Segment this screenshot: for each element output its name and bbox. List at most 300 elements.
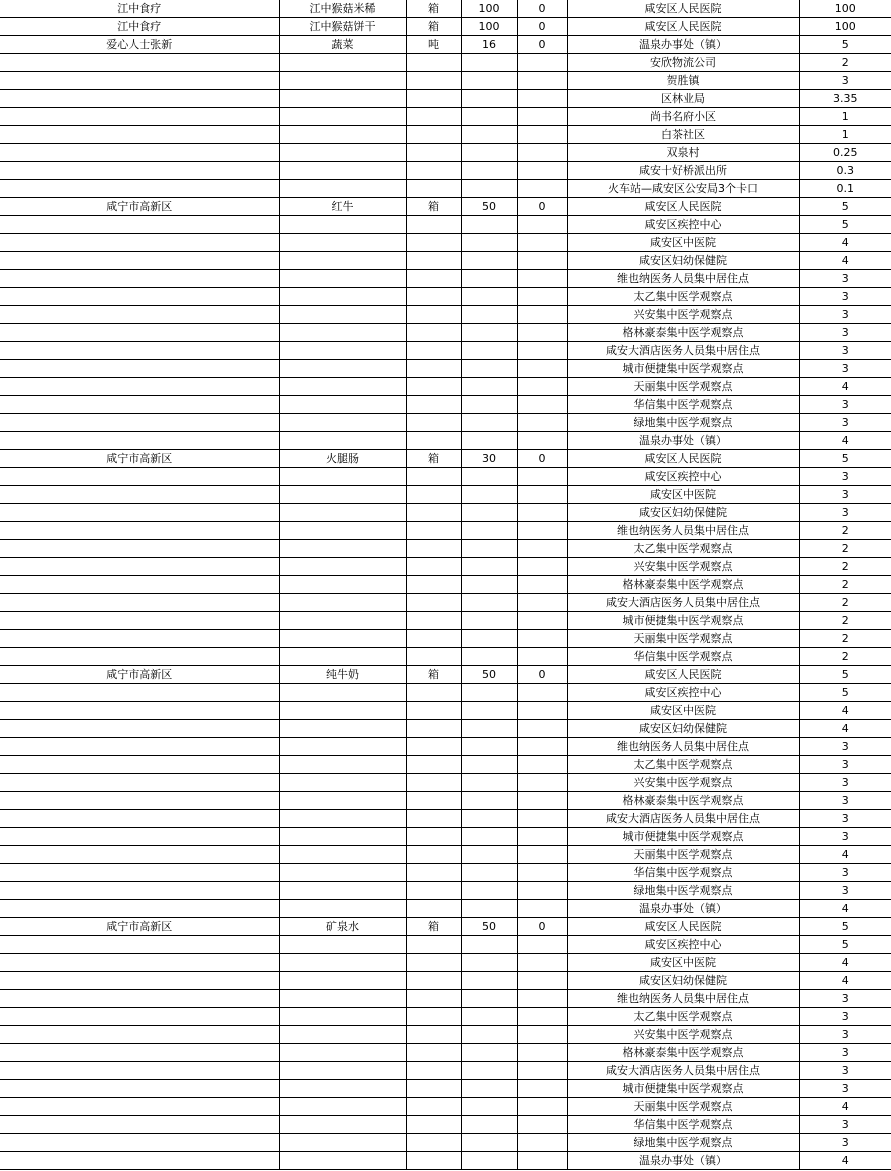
item-cell	[279, 270, 406, 288]
table-row	[0, 900, 891, 918]
quantity-cell	[461, 828, 517, 846]
allocation-cell: 3	[799, 324, 891, 342]
recipient-cell: 维也纳医务人员集中居住点	[567, 270, 799, 288]
quantity-cell	[461, 1098, 517, 1116]
item-cell	[279, 108, 406, 126]
table-row	[0, 216, 891, 234]
recipient-cell: 尚书名府小区	[567, 108, 799, 126]
donor-cell	[0, 468, 279, 486]
recipient-cell: 华信集中医学观察点	[567, 648, 799, 666]
recipient-cell: 咸安区人民医院	[567, 0, 799, 18]
quantity-cell	[461, 612, 517, 630]
item-cell	[279, 234, 406, 252]
allocation-cell: 2	[799, 540, 891, 558]
recipient-cell: 维也纳医务人员集中居住点	[567, 738, 799, 756]
quantity-cell	[461, 990, 517, 1008]
donor-cell	[0, 558, 279, 576]
remaining-cell	[517, 828, 567, 846]
allocation-cell: 0.3	[799, 162, 891, 180]
unit-cell	[406, 630, 461, 648]
donor-cell	[0, 1134, 279, 1152]
quantity-cell	[461, 1044, 517, 1062]
unit-cell: 箱	[406, 450, 461, 468]
quantity-cell	[461, 72, 517, 90]
item-cell	[279, 684, 406, 702]
donor-cell	[0, 432, 279, 450]
allocation-cell: 3	[799, 1080, 891, 1098]
unit-cell	[406, 846, 461, 864]
remaining-cell	[517, 540, 567, 558]
donor-cell	[0, 72, 279, 90]
unit-cell	[406, 1008, 461, 1026]
item-cell	[279, 774, 406, 792]
table-row	[0, 90, 891, 108]
recipient-cell: 太乙集中医学观察点	[567, 756, 799, 774]
donor-cell	[0, 288, 279, 306]
donor-cell	[0, 576, 279, 594]
table-row	[0, 72, 891, 90]
item-cell	[279, 1026, 406, 1044]
recipient-cell: 咸安区人民医院	[567, 666, 799, 684]
quantity-cell	[461, 288, 517, 306]
table-row	[0, 558, 891, 576]
recipient-cell: 贺胜镇	[567, 72, 799, 90]
unit-cell: 吨	[406, 36, 461, 54]
donor-cell	[0, 234, 279, 252]
allocation-cell: 4	[799, 1152, 891, 1170]
unit-cell	[406, 828, 461, 846]
table-row	[0, 486, 891, 504]
unit-cell	[406, 594, 461, 612]
recipient-cell: 咸安区中医院	[567, 486, 799, 504]
quantity-cell	[461, 414, 517, 432]
unit-cell	[406, 414, 461, 432]
donor-cell	[0, 504, 279, 522]
unit-cell	[406, 270, 461, 288]
recipient-cell: 城市便捷集中医学观察点	[567, 612, 799, 630]
quantity-cell: 30	[461, 450, 517, 468]
allocation-cell: 3	[799, 864, 891, 882]
quantity-cell	[461, 270, 517, 288]
remaining-cell	[517, 234, 567, 252]
item-cell	[279, 432, 406, 450]
recipient-cell: 维也纳医务人员集中居住点	[567, 990, 799, 1008]
allocation-cell: 0.25	[799, 144, 891, 162]
allocation-cell: 3	[799, 756, 891, 774]
item-cell: 江中猴菇米稀	[279, 0, 406, 18]
table-row	[0, 54, 891, 72]
recipient-cell: 咸安区妇幼保健院	[567, 972, 799, 990]
unit-cell	[406, 576, 461, 594]
allocation-cell: 2	[799, 54, 891, 72]
remaining-cell	[517, 558, 567, 576]
table-row	[0, 882, 891, 900]
remaining-cell	[517, 144, 567, 162]
unit-cell	[406, 144, 461, 162]
allocation-cell: 4	[799, 432, 891, 450]
allocation-cell: 3.35	[799, 90, 891, 108]
item-cell	[279, 846, 406, 864]
unit-cell	[406, 504, 461, 522]
unit-cell	[406, 342, 461, 360]
quantity-cell	[461, 108, 517, 126]
item-cell: 红牛	[279, 198, 406, 216]
quantity-cell	[461, 1062, 517, 1080]
unit-cell: 箱	[406, 198, 461, 216]
quantity-cell: 100	[461, 0, 517, 18]
allocation-cell: 4	[799, 378, 891, 396]
recipient-cell: 华信集中医学观察点	[567, 1116, 799, 1134]
allocation-cell: 3	[799, 1008, 891, 1026]
table-row	[0, 1008, 891, 1026]
donor-cell	[0, 1098, 279, 1116]
quantity-cell	[461, 144, 517, 162]
item-cell	[279, 882, 406, 900]
unit-cell	[406, 468, 461, 486]
donor-cell	[0, 1152, 279, 1170]
quantity-cell	[461, 558, 517, 576]
item-cell	[279, 990, 406, 1008]
item-cell	[279, 342, 406, 360]
allocation-cell: 3	[799, 792, 891, 810]
donor-cell	[0, 270, 279, 288]
table-row	[0, 1044, 891, 1062]
item-cell: 火腿肠	[279, 450, 406, 468]
donor-cell	[0, 630, 279, 648]
quantity-cell	[461, 594, 517, 612]
allocation-cell: 2	[799, 648, 891, 666]
recipient-cell: 咸安大酒店医务人员集中居住点	[567, 1062, 799, 1080]
recipient-cell: 咸安区中医院	[567, 234, 799, 252]
remaining-cell	[517, 1008, 567, 1026]
table-row	[0, 1152, 891, 1170]
unit-cell	[406, 774, 461, 792]
recipient-cell: 格林豪泰集中医学观察点	[567, 792, 799, 810]
allocation-cell: 5	[799, 684, 891, 702]
allocation-cell: 3	[799, 288, 891, 306]
recipient-cell: 咸安区中医院	[567, 954, 799, 972]
donor-cell	[0, 936, 279, 954]
recipient-cell: 温泉办事处（镇）	[567, 1152, 799, 1170]
item-cell	[279, 396, 406, 414]
table-row	[0, 1134, 891, 1152]
unit-cell	[406, 252, 461, 270]
recipient-cell: 温泉办事处（镇）	[567, 432, 799, 450]
item-cell	[279, 828, 406, 846]
table-row	[0, 954, 891, 972]
donor-cell	[0, 882, 279, 900]
table-row	[0, 684, 891, 702]
quantity-cell	[461, 486, 517, 504]
unit-cell	[406, 558, 461, 576]
table-row	[0, 522, 891, 540]
donor-cell	[0, 414, 279, 432]
table-row	[0, 288, 891, 306]
table-row	[0, 342, 891, 360]
quantity-cell	[461, 252, 517, 270]
allocation-cell: 3	[799, 396, 891, 414]
item-cell	[279, 864, 406, 882]
quantity-cell	[461, 180, 517, 198]
donor-cell	[0, 774, 279, 792]
remaining-cell	[517, 1044, 567, 1062]
quantity-cell	[461, 342, 517, 360]
table-row	[0, 540, 891, 558]
allocation-cell: 100	[799, 0, 891, 18]
donor-cell: 咸宁市高新区	[0, 198, 279, 216]
remaining-cell	[517, 846, 567, 864]
table-row	[0, 1116, 891, 1134]
remaining-cell	[517, 774, 567, 792]
remaining-cell	[517, 1098, 567, 1116]
table-row	[0, 648, 891, 666]
allocation-cell: 3	[799, 306, 891, 324]
donor-cell	[0, 954, 279, 972]
allocation-cell: 3	[799, 72, 891, 90]
donor-cell: 江中食疗	[0, 0, 279, 18]
item-cell	[279, 738, 406, 756]
unit-cell	[406, 126, 461, 144]
allocation-cell: 2	[799, 522, 891, 540]
allocation-cell: 2	[799, 558, 891, 576]
quantity-cell	[461, 162, 517, 180]
allocation-cell: 5	[799, 216, 891, 234]
remaining-cell	[517, 108, 567, 126]
unit-cell	[406, 990, 461, 1008]
remaining-cell	[517, 972, 567, 990]
unit-cell	[406, 936, 461, 954]
remaining-cell	[517, 1152, 567, 1170]
recipient-cell: 咸安区妇幼保健院	[567, 720, 799, 738]
recipient-cell: 咸安区疾控中心	[567, 936, 799, 954]
donor-cell	[0, 846, 279, 864]
quantity-cell	[461, 702, 517, 720]
unit-cell	[406, 324, 461, 342]
remaining-cell	[517, 360, 567, 378]
item-cell	[279, 90, 406, 108]
donor-cell	[0, 360, 279, 378]
item-cell	[279, 468, 406, 486]
unit-cell	[406, 180, 461, 198]
remaining-cell	[517, 126, 567, 144]
unit-cell	[406, 54, 461, 72]
quantity-cell	[461, 324, 517, 342]
unit-cell	[406, 486, 461, 504]
quantity-cell	[461, 792, 517, 810]
table-row	[0, 162, 891, 180]
item-cell	[279, 162, 406, 180]
quantity-cell	[461, 630, 517, 648]
recipient-cell: 格林豪泰集中医学观察点	[567, 324, 799, 342]
recipient-cell: 咸安大酒店医务人员集中居住点	[567, 342, 799, 360]
remaining-cell	[517, 612, 567, 630]
donor-cell	[0, 738, 279, 756]
allocation-cell: 2	[799, 576, 891, 594]
unit-cell	[406, 1044, 461, 1062]
recipient-cell: 兴安集中医学观察点	[567, 558, 799, 576]
table-row	[0, 360, 891, 378]
remaining-cell	[517, 864, 567, 882]
donor-cell	[0, 90, 279, 108]
allocation-cell: 5	[799, 918, 891, 936]
recipient-cell: 咸安区妇幼保健院	[567, 504, 799, 522]
item-cell	[279, 360, 406, 378]
remaining-cell	[517, 1134, 567, 1152]
recipient-cell: 绿地集中医学观察点	[567, 882, 799, 900]
remaining-cell	[517, 1026, 567, 1044]
donor-cell	[0, 1026, 279, 1044]
item-cell	[279, 756, 406, 774]
recipient-cell: 太乙集中医学观察点	[567, 540, 799, 558]
allocation-cell: 3	[799, 882, 891, 900]
remaining-cell	[517, 216, 567, 234]
allocation-cell: 5	[799, 450, 891, 468]
quantity-cell	[461, 810, 517, 828]
remaining-cell	[517, 504, 567, 522]
item-cell	[279, 720, 406, 738]
quantity-cell	[461, 972, 517, 990]
unit-cell	[406, 1116, 461, 1134]
allocation-cell: 3	[799, 414, 891, 432]
donor-cell: 爱心人士张新	[0, 36, 279, 54]
quantity-cell	[461, 432, 517, 450]
unit-cell	[406, 234, 461, 252]
table-row	[0, 306, 891, 324]
remaining-cell	[517, 990, 567, 1008]
unit-cell: 箱	[406, 0, 461, 18]
remaining-cell	[517, 720, 567, 738]
remaining-cell	[517, 576, 567, 594]
item-cell: 纯牛奶	[279, 666, 406, 684]
quantity-cell	[461, 360, 517, 378]
donor-cell	[0, 864, 279, 882]
table-row	[0, 126, 891, 144]
donor-cell	[0, 828, 279, 846]
donor-cell	[0, 54, 279, 72]
item-cell	[279, 954, 406, 972]
table-row	[0, 414, 891, 432]
recipient-cell: 天丽集中医学观察点	[567, 378, 799, 396]
allocation-cell: 2	[799, 594, 891, 612]
donor-cell	[0, 108, 279, 126]
recipient-cell: 咸安区人民医院	[567, 198, 799, 216]
donor-cell	[0, 612, 279, 630]
remaining-cell	[517, 1062, 567, 1080]
remaining-cell	[517, 252, 567, 270]
item-cell	[279, 504, 406, 522]
table-row	[0, 774, 891, 792]
remaining-cell	[517, 594, 567, 612]
remaining-cell	[517, 1080, 567, 1098]
quantity-cell	[461, 1080, 517, 1098]
item-cell	[279, 1116, 406, 1134]
remaining-cell	[517, 306, 567, 324]
item-cell	[279, 252, 406, 270]
donor-cell	[0, 792, 279, 810]
unit-cell	[406, 306, 461, 324]
recipient-cell: 华信集中医学观察点	[567, 396, 799, 414]
recipient-cell: 咸安区妇幼保健院	[567, 252, 799, 270]
donor-cell	[0, 720, 279, 738]
quantity-cell	[461, 1116, 517, 1134]
remaining-cell	[517, 270, 567, 288]
donor-cell	[0, 648, 279, 666]
item-cell	[279, 792, 406, 810]
unit-cell	[406, 648, 461, 666]
quantity-cell	[461, 864, 517, 882]
table-row	[0, 1026, 891, 1044]
unit-cell	[406, 288, 461, 306]
item-cell	[279, 216, 406, 234]
allocation-cell: 5	[799, 198, 891, 216]
allocation-cell: 3	[799, 1044, 891, 1062]
unit-cell	[406, 756, 461, 774]
allocation-cell: 3	[799, 360, 891, 378]
donor-cell	[0, 144, 279, 162]
item-cell	[279, 126, 406, 144]
allocation-cell: 2	[799, 630, 891, 648]
allocation-cell: 4	[799, 972, 891, 990]
allocation-cell: 3	[799, 738, 891, 756]
quantity-cell	[461, 882, 517, 900]
donor-cell	[0, 1062, 279, 1080]
allocation-cell: 5	[799, 36, 891, 54]
recipient-cell: 咸安区疾控中心	[567, 684, 799, 702]
table-row	[0, 468, 891, 486]
unit-cell	[406, 432, 461, 450]
item-cell	[279, 702, 406, 720]
unit-cell: 箱	[406, 18, 461, 36]
unit-cell	[406, 1098, 461, 1116]
remaining-cell	[517, 432, 567, 450]
remaining-cell	[517, 180, 567, 198]
donor-cell	[0, 684, 279, 702]
allocation-cell: 3	[799, 810, 891, 828]
remaining-cell	[517, 882, 567, 900]
unit-cell	[406, 540, 461, 558]
quantity-cell	[461, 468, 517, 486]
table-row	[0, 0, 891, 18]
allocation-cell: 4	[799, 234, 891, 252]
remaining-cell	[517, 72, 567, 90]
item-cell	[279, 180, 406, 198]
item-cell	[279, 324, 406, 342]
donor-cell	[0, 972, 279, 990]
remaining-cell	[517, 288, 567, 306]
donor-cell	[0, 162, 279, 180]
unit-cell	[406, 162, 461, 180]
table-row	[0, 612, 891, 630]
quantity-cell	[461, 954, 517, 972]
unit-cell	[406, 972, 461, 990]
item-cell	[279, 1008, 406, 1026]
allocation-cell: 3	[799, 1134, 891, 1152]
allocation-cell: 3	[799, 1026, 891, 1044]
quantity-cell: 16	[461, 36, 517, 54]
unit-cell	[406, 378, 461, 396]
item-cell	[279, 54, 406, 72]
table-row	[0, 450, 891, 468]
table-row	[0, 252, 891, 270]
table-row	[0, 630, 891, 648]
unit-cell	[406, 684, 461, 702]
unit-cell	[406, 396, 461, 414]
donor-cell	[0, 1116, 279, 1134]
table-row	[0, 378, 891, 396]
item-cell	[279, 648, 406, 666]
allocation-cell: 4	[799, 702, 891, 720]
allocation-cell: 0.1	[799, 180, 891, 198]
